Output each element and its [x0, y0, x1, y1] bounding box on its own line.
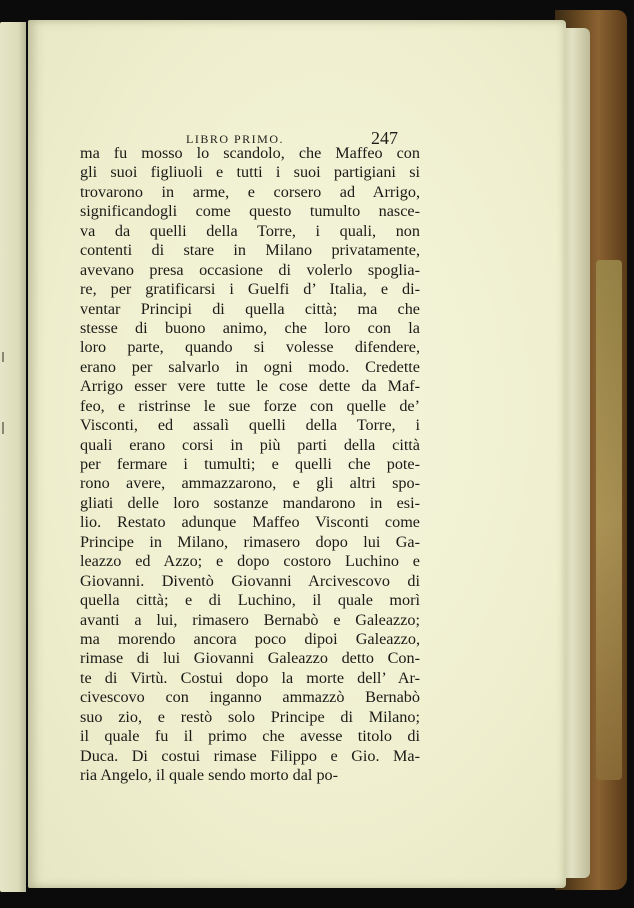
book-page: [28, 20, 566, 888]
text-line: feo, e ristrinse le sue forze con quelle de’: [80, 396, 420, 415]
facing-page-mark: [2, 422, 4, 434]
text-line: Principe in Milano, rimasero dopo lui Ga-: [80, 532, 420, 551]
text-line: civescovo con inganno ammazzò Bernabò: [80, 688, 420, 707]
text-line: ria Angelo, il quale sendo morto dal po-: [80, 766, 339, 784]
text-line: stesse di buono animo, che loro con la: [80, 318, 420, 337]
facing-page-mark: [2, 352, 4, 362]
text-line: rimase di lui Giovanni Galeazzo detto Con-: [80, 649, 420, 668]
text-line: erano per salvarlo in ogni modo. Credette: [80, 357, 420, 376]
text-line: leazzo ed Azzo; e dopo costoro Luchino e: [80, 552, 420, 571]
body-text: [80, 144, 420, 785]
text-line: Arrigo esser vere tutte le cose dette da Maf-: [80, 377, 420, 396]
text-line: contenti di stare in Milano privatamente,: [80, 241, 420, 260]
text-line: avevano presa occasione di volerlo spoglia-: [80, 260, 420, 279]
text-line: Duca. Di costui rimase Filippo e Gio. Ma-: [80, 746, 420, 765]
text-line: quella città; e di Luchino, il quale morì: [80, 591, 420, 610]
text-line: gliati delle loro sostanze mandarono in esi-: [80, 493, 420, 512]
page-number: 247: [371, 128, 398, 148]
text-line: lio. Restato adunque Maffeo Visconti come: [80, 513, 420, 532]
text-line: suo zio, e restò solo Principe di Milano;: [80, 707, 420, 726]
cover-stain: [596, 260, 622, 780]
text-line: avanti a lui, rimasero Bernabò e Galeazzo;: [80, 610, 420, 629]
text-line: va da quelli della Torre, i quali, non: [80, 221, 420, 240]
text-line: per fermare i tumulti; e quelli che pote-: [80, 455, 420, 473]
text-line: rono avere, ammazzarono, e gli altri spo-: [80, 474, 420, 493]
text-line: trovarono in arme, e corsero ad Arrigo,: [80, 182, 420, 201]
text-line: ventar Principi di quella città; ma che: [80, 299, 420, 318]
text-line: re, per gratificarsi i Guelfi d’ Italia, e di-: [80, 280, 420, 299]
running-head: LIBRO PRIMO.: [186, 132, 285, 146]
text-line: significandogli come questo tumulto nasce-: [80, 202, 420, 221]
text-line: loro parte, quando si volesse difendere,: [80, 338, 420, 357]
text-line: Visconti, ed assalì quelli della Torre, i: [80, 416, 420, 435]
text-line: ma fu mosso lo scandolo, che Maffeo con: [80, 144, 420, 162]
text-line: te di Virtù. Costui dopo la morte dell’ Ar-: [80, 668, 420, 687]
text-line: gli suoi figliuoli e tutti i suoi partigiani si: [80, 163, 420, 182]
text-line: il quale fu il primo che avesse titolo di: [80, 727, 420, 746]
text-line: Giovanni. Diventò Giovanni Arcivescovo di: [80, 571, 420, 590]
facing-page-edge: [0, 22, 26, 892]
text-line: quali erano corsi in più parti della città: [80, 435, 420, 454]
text-line: ma morendo ancora poco dipoi Galeazzo,: [80, 629, 420, 648]
